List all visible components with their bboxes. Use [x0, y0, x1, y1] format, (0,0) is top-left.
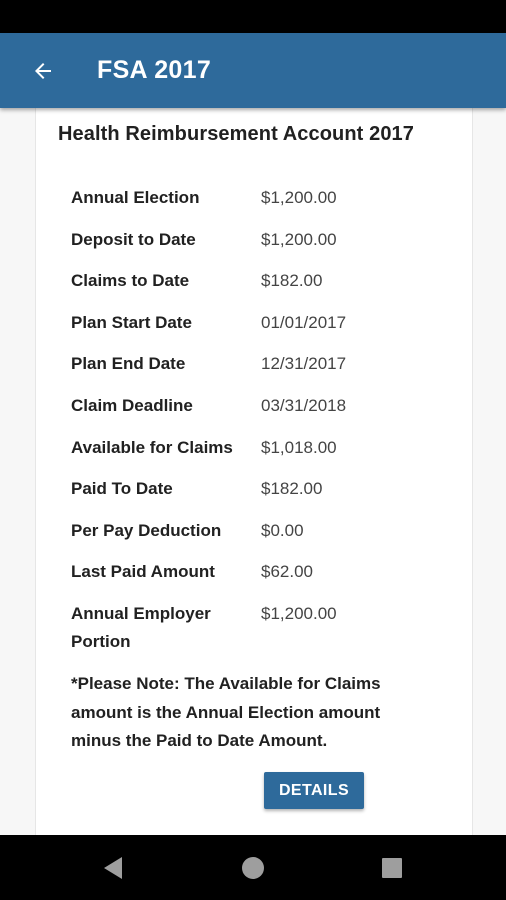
detail-label: Claims to Date: [71, 271, 190, 291]
status-bar: [0, 0, 506, 33]
detail-row-claims-to-date: [71, 267, 461, 309]
detail-label: Annual Election: [71, 188, 200, 207]
nav-back-button[interactable]: [83, 835, 143, 900]
detail-value: 12/31/2017: [261, 354, 347, 374]
detail-row-plan-end-date: [71, 350, 461, 392]
content-area[interactable]: [0, 108, 506, 835]
system-nav-bar: [0, 835, 506, 900]
detail-value: $1,200.00: [261, 188, 337, 207]
detail-row-annual-employer-portion: [71, 600, 461, 670]
detail-row-last-paid-amount: [71, 558, 461, 600]
detail-label: Claim Deadline: [71, 395, 193, 415]
detail-value: 01/01/2017: [261, 312, 347, 332]
page-title: FSA 2017: [97, 56, 212, 84]
nav-recents-icon: [381, 857, 403, 879]
detail-row-claim-deadline: [71, 392, 461, 434]
detail-value: $1,200.00: [261, 229, 337, 249]
detail-value: $182.00: [261, 479, 323, 499]
detail-value: $1,018.00: [261, 437, 337, 457]
nav-home-icon: [240, 855, 266, 881]
detail-row-deposit-to-date: [71, 226, 461, 268]
account-card: [35, 108, 473, 835]
nav-back-icon: [102, 856, 124, 880]
detail-value: $182.00: [261, 271, 323, 291]
detail-value: $1,200.00: [261, 603, 337, 623]
account-details-list: [71, 184, 461, 670]
detail-label: Paid To Date: [71, 479, 173, 499]
detail-label: Last Paid Amount: [71, 562, 215, 582]
detail-value: 03/31/2018: [261, 395, 347, 415]
detail-label: Annual Employer Portion: [71, 603, 211, 651]
detail-row-plan-start-date: [71, 309, 461, 351]
app-bar: [0, 33, 506, 108]
back-button[interactable]: [0, 33, 88, 108]
detail-row-annual-election: [71, 184, 461, 226]
detail-label: Deposit to Date: [71, 229, 196, 249]
detail-label: Available for Claims: [71, 437, 233, 457]
details-button[interactable]: DETAILS: [264, 772, 364, 809]
detail-value: $62.00: [261, 562, 313, 582]
detail-label: Plan Start Date: [71, 312, 192, 332]
available-claims-note: *Please Note: The Available for Claims amount is the Annual Election amount minus the Paid to Date Amount.: [71, 674, 381, 750]
detail-row-paid-to-date: [71, 475, 461, 517]
nav-home-button[interactable]: [223, 835, 283, 900]
detail-row-available-for-claims: [71, 434, 461, 476]
card-title: Health Reimbursement Account 2017: [58, 123, 414, 145]
detail-value: $0.00: [261, 520, 304, 540]
detail-row-per-pay-deduction: [71, 517, 461, 559]
detail-label: Plan End Date: [71, 354, 186, 374]
nav-recents-button[interactable]: [362, 835, 422, 900]
arrow-left-icon: [31, 59, 55, 83]
detail-label: Per Pay Deduction: [71, 520, 222, 540]
